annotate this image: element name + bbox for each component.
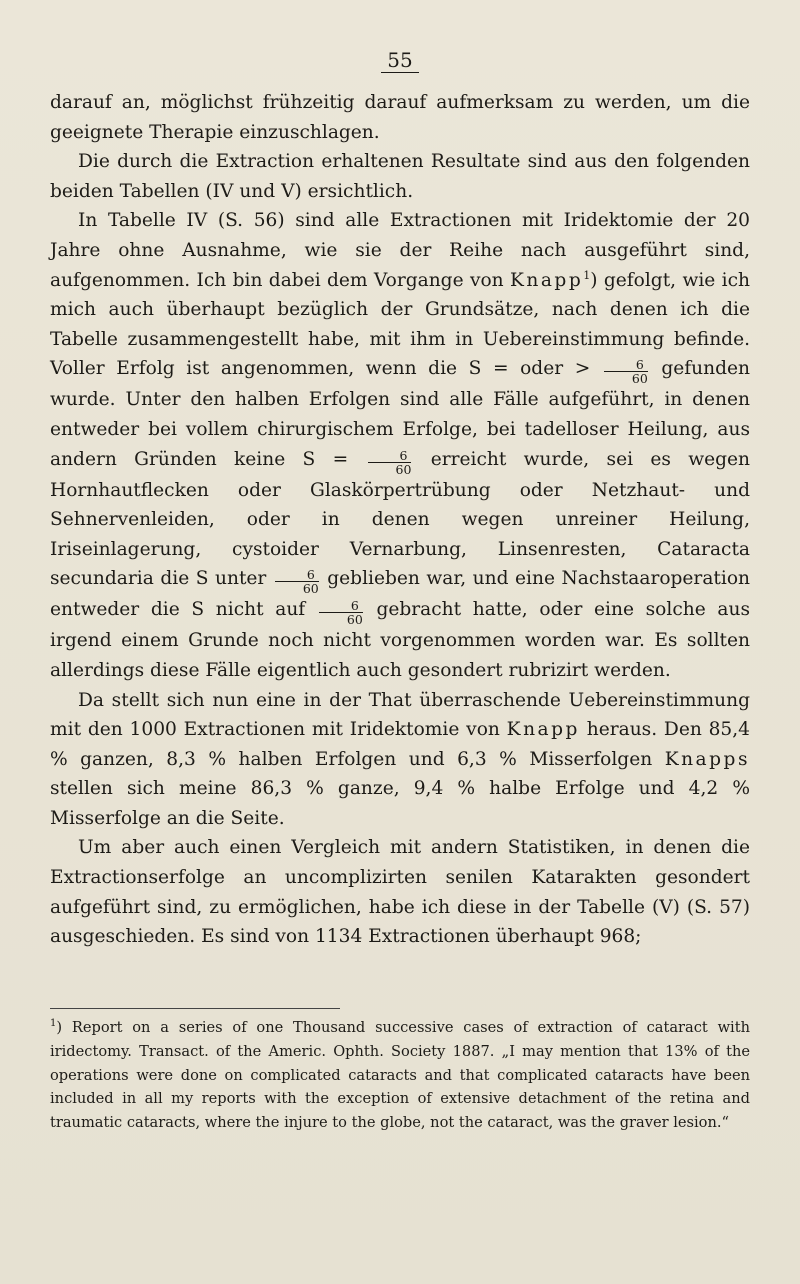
author-name: Knapp [509,269,584,291]
paragraph-3: In Tabelle IV (S. 56) sind alle Extractionen mit Iridektomie der 20 Jahre ohne Ausnahme, wie sie der Reihe nach ausgeführt sind, aufgenommen. Ich bin dabei dem Vorgange von Knapp$^1$) gefolgt, wie ich mich auch überhaupt bezüglich der Grundsätze, nach denen ich die Tabelle zusammengestellt habe, mit ihm in Uebereinstimmung befinde. Voller Erfolg ist angenommen, wenn die S = oder > $\frac{6}{60}$ gefunden wurde. Unter den halben Erfolgen sind alle Fälle aufgeführt, in denen entweder bei vollem chirurgischem Erfolge, bei tadelloser Heilung, aus andern Gründen keine S = $\frac{6}{60}$ erreicht wurde, sei es wegen Hornhautflecken oder Glaskörpertrübung oder Netzhaut- und Sehnervenleiden, oder in denen wegen unreiner Heilung, Iriseinlagerung, cystoider Vernarbung, Linsenresten, Cataracta secundaria die S unter $\frac{6}{60}$ geblieben war, und eine Nachstaaroperation entweder die S nicht auf $\frac{6}{60}$ gebracht hatte, oder eine solche aus irgend einem Grunde noch nicht vorgenommen worden war. Es sollten allerdings diese Fälle eigentlich auch gesondert rubrizirt werden. [50,210,751,681]
footnote-marker: 1 [50,1018,57,1029]
footnote [50,1016,750,1135]
fraction-6-60: $\frac{6}{60}$ [319,599,363,626]
author-name: Knapp [506,719,580,741]
paragraph-4: Da stellt sich nun eine in der That überraschende Uebereinstimmung mit den 1000 Extractionen mit Iridektomie von Knapp heraus. Den 85,4 % ganzen, 8,3 % halben Erfolgen und 6,3 % Misserfolgen Knapps stellen sich meine 86,3 % ganze, 9,4 % halbe Erfolge und 4,2 % Misserfolge an die Seite. [50,689,751,829]
footnote-text: ) Report on a series of one Thousand successive cases of extraction of cataract with iridectomy. Transact. of the Americ. Ophth. Society 1887. „I may mention that 13% of the operations were done on complicated cataracts and that complicated cataracts have been included in all my reports with the exception of extensive detachment of the retina and traumatic cataracts, where the injure to the globe, not the cataract, was the graver lesion.“ [50,1019,750,1132]
paragraph-2: Die durch die Extraction erhaltenen Resultate sind aus den folgenden beiden Tabellen (IV und V) ersichtlich. [50,151,750,202]
author-name: Knapps [664,748,750,770]
footnote-reference: 1 [583,268,591,282]
fraction-6-60: $\frac{6}{60}$ [604,358,648,385]
fraction-6-60: $\frac{6}{60}$ [275,568,319,595]
footnote-divider [50,1008,340,1009]
paragraph-5: Um aber auch einen Vergleich mit andern Statistiken, in denen die Extractionserfolge an uncomplizirten senilen Katarakten gesondert aufgeführt sind, zu ermöglichen, habe ich diese in der Tabelle (V) (S. 57) ausgeschieden. Es sind von 1134 Extractionen überhaupt 968; [50,837,750,948]
paragraph-1: darauf an, möglichst frühzeitig darauf aufmerksam zu werden, um die geeignete Therapie einzuschlagen. [50,92,750,143]
body-text [50,88,750,952]
page-number: 55 [0,48,800,72]
fraction-6-60: $\frac{6}{60}$ [368,449,412,476]
